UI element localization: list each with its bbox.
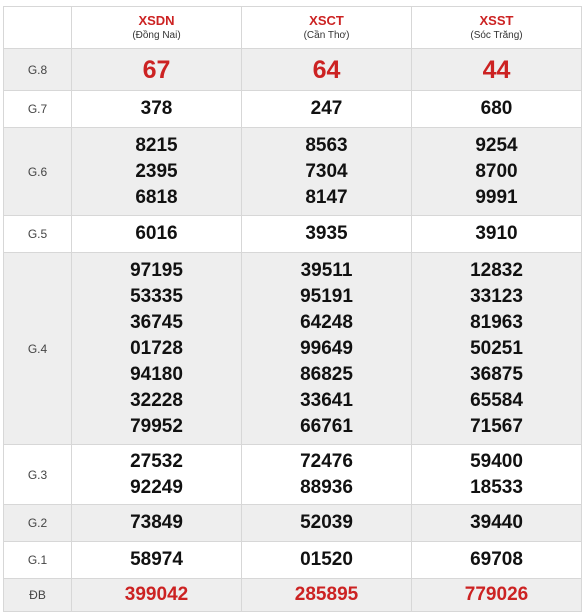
prize-number: 7304 — [305, 160, 348, 182]
prize-number: 9991 — [475, 186, 518, 208]
prize-cell — [412, 505, 582, 542]
prize-cell — [242, 49, 412, 91]
prize-cell — [242, 91, 412, 128]
prize-cell — [72, 579, 242, 612]
prize-number: 64 — [312, 55, 341, 84]
prize-number: 3935 — [305, 223, 348, 244]
prize-number: 88936 — [300, 476, 353, 498]
province-name: (Sóc Trăng) — [470, 29, 523, 41]
prize-number: 59400 — [470, 450, 523, 472]
prize-label: G.4 — [4, 253, 72, 445]
prize-number: 95191 — [300, 285, 353, 307]
prize-label: G.7 — [4, 91, 72, 128]
header-row — [4, 7, 582, 49]
prize-number: 8563 — [305, 134, 348, 156]
prize-number: 6016 — [135, 223, 178, 244]
province-code[interactable]: XSCT — [309, 12, 344, 28]
province-name: (Cần Thơ) — [303, 29, 350, 41]
prize-number: 8215 — [135, 134, 178, 156]
prize-cell — [412, 91, 582, 128]
prize-number: 94180 — [130, 363, 183, 385]
province-name: (Đồng Nai) — [132, 29, 181, 41]
prize-number: 3910 — [475, 223, 518, 244]
prize-number: 97195 — [130, 259, 183, 281]
prize-number: 39440 — [470, 512, 523, 533]
prize-row-g5 — [4, 216, 582, 253]
prize-cell — [72, 253, 242, 445]
prize-label: G.1 — [4, 542, 72, 579]
prize-number: 52039 — [300, 512, 353, 533]
prize-label: G.3 — [4, 445, 72, 505]
prize-number: 680 — [480, 98, 513, 119]
prize-number: 33123 — [470, 285, 523, 307]
prize-cell — [412, 542, 582, 579]
special-prize-number: 285895 — [294, 584, 359, 605]
prize-number: 378 — [140, 98, 173, 119]
prize-number: 18533 — [470, 476, 523, 498]
prize-number: 86825 — [300, 363, 353, 385]
prize-cell — [412, 253, 582, 445]
prize-cell — [412, 579, 582, 612]
prize-cell — [242, 542, 412, 579]
prize-cell — [242, 579, 412, 612]
prize-number: 247 — [310, 98, 343, 119]
prize-number: 36745 — [130, 311, 183, 333]
prize-cell — [242, 505, 412, 542]
prize-number: 81963 — [470, 311, 523, 333]
prize-number: 79952 — [130, 415, 183, 437]
results-body — [4, 7, 582, 612]
prize-cell — [72, 91, 242, 128]
prize-number: 12832 — [470, 259, 523, 281]
province-code[interactable]: XSST — [479, 12, 514, 28]
prize-cell — [72, 505, 242, 542]
prize-number: 36875 — [470, 363, 523, 385]
prize-number: 65584 — [470, 389, 523, 411]
prize-label: G.5 — [4, 216, 72, 253]
prize-number: 9254 — [475, 134, 518, 156]
prize-label: G.8 — [4, 49, 72, 91]
prize-number: 67 — [142, 55, 171, 84]
province-code[interactable]: XSDN — [138, 12, 175, 28]
prize-cell — [412, 128, 582, 216]
prize-label: ĐB — [4, 579, 72, 612]
prize-cell — [242, 445, 412, 505]
prize-row-g3 — [4, 445, 582, 505]
prize-label: G.2 — [4, 505, 72, 542]
special-prize-number: 399042 — [124, 584, 189, 605]
prize-number: 01520 — [300, 549, 353, 570]
prize-row-g4 — [4, 253, 582, 445]
prize-cell — [412, 216, 582, 253]
prize-number: 73849 — [130, 512, 183, 533]
prize-number: 44 — [482, 55, 511, 84]
province-header-0[interactable] — [72, 7, 242, 49]
prize-number: 8700 — [475, 160, 518, 182]
special-prize-number: 779026 — [464, 584, 529, 605]
prize-row-g6 — [4, 128, 582, 216]
prize-row-g8 — [4, 49, 582, 91]
prize-number: 72476 — [300, 450, 353, 472]
lottery-results-table — [3, 6, 582, 612]
prize-number: 33641 — [300, 389, 353, 411]
prize-number: 27532 — [130, 450, 183, 472]
prize-cell — [72, 445, 242, 505]
prize-number: 39511 — [300, 259, 353, 281]
prize-number: 64248 — [300, 311, 353, 333]
prize-number: 71567 — [470, 415, 523, 437]
prize-cell — [242, 128, 412, 216]
prize-number: 92249 — [130, 476, 183, 498]
prize-row-g1 — [4, 542, 582, 579]
prize-cell — [72, 542, 242, 579]
prize-number: 32228 — [130, 389, 183, 411]
prize-cell — [242, 216, 412, 253]
prize-number: 69708 — [470, 549, 523, 570]
prize-cell — [412, 49, 582, 91]
prize-number: 53335 — [130, 285, 183, 307]
prize-number: 58974 — [130, 549, 183, 570]
prize-number: 50251 — [470, 337, 523, 359]
prize-number: 66761 — [300, 415, 353, 437]
prize-row-g7 — [4, 91, 582, 128]
prize-row-g2 — [4, 505, 582, 542]
prize-label: G.6 — [4, 128, 72, 216]
prize-number: 01728 — [130, 337, 183, 359]
prize-number: 8147 — [305, 186, 348, 208]
prize-number: 2395 — [135, 160, 178, 182]
prize-cell — [72, 128, 242, 216]
prize-number: 99649 — [300, 337, 353, 359]
prize-cell — [72, 216, 242, 253]
prize-number: 6818 — [135, 186, 178, 208]
province-header-1[interactable] — [242, 7, 412, 49]
header-corner — [4, 7, 72, 49]
prize-row-db — [4, 579, 582, 612]
province-header-2[interactable] — [412, 7, 582, 49]
prize-cell — [242, 253, 412, 445]
prize-cell — [412, 445, 582, 505]
prize-cell — [72, 49, 242, 91]
